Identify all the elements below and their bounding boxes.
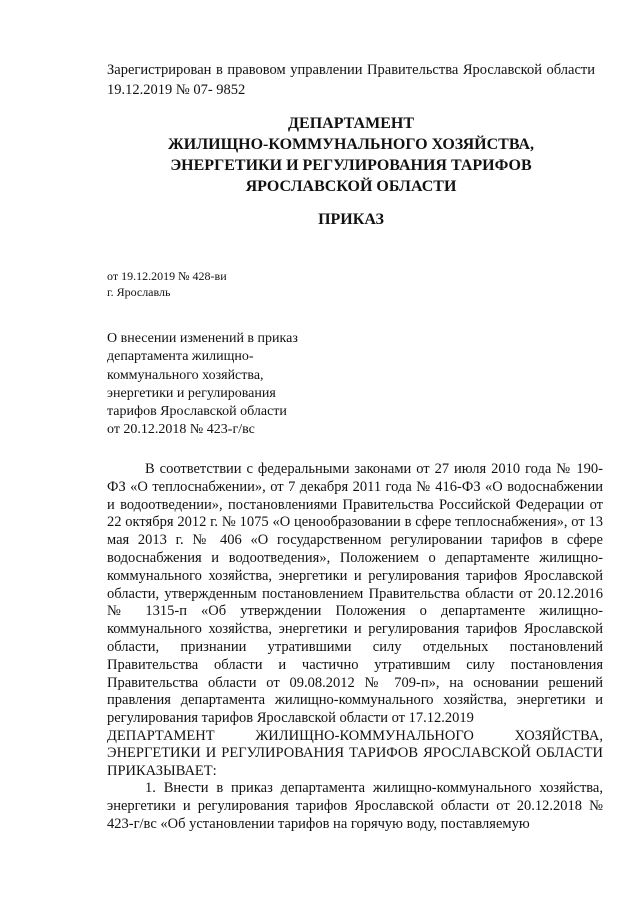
- department-title-line: ЯРОСЛАВСКОЙ ОБЛАСТИ: [245, 178, 457, 195]
- order-title: ПРИКАЗ: [318, 211, 384, 228]
- subject-line: О внесении изменений в приказ: [107, 331, 298, 346]
- order-body: [107, 461, 603, 834]
- department-title-line: ЭНЕРГЕТИКИ И РЕГУЛИРОВАНИЯ ТАРИФОВ: [170, 157, 532, 174]
- subject-line: энергетики и регулирования: [107, 385, 276, 401]
- order-date-number: от 19.12.2019 № 428-ви: [107, 269, 227, 283]
- item-1-paragraph: 1. Внести в приказ департамента жилищно-коммунального хозяйства, энергетики и регулирования тарифов Ярославской области от 20.12.2018 № 423-г/вс «Об установлении тарифов на горячую воду, поставляемую: [107, 780, 603, 833]
- department-title: [107, 113, 595, 197]
- subject-line: коммунального хозяйства,: [107, 367, 264, 383]
- order-subject: [107, 330, 317, 440]
- subject-line: департамента жилищно-: [107, 349, 254, 365]
- registration-note: Зарегистрирован в правовом управлении Правительства Ярославской области 19.12.2019 № 07- 9852: [107, 62, 595, 98]
- decree-paragraph: ДЕПАРТАМЕНТ ЖИЛИЩНО-КОММУНАЛЬНОГО ХОЗЯЙСТВА, ЭНЕРГЕТИКИ И РЕГУЛИРОВАНИЯ ТАРИФОВ ЯРОСЛАВСКОЙ ОБЛАСТИ ПРИКАЗЫВАЕТ:: [107, 727, 603, 779]
- department-title-line: ЖИЛИЩНО-КОММУНАЛЬНОГО ХОЗЯЙСТВА,: [167, 136, 535, 153]
- order-meta: [107, 268, 227, 300]
- preamble-paragraph: В соответствии с федеральными законами от 27 июля 2010 года № 190-ФЗ «О теплоснабжении», от 7 декабря 2011 года № 416-ФЗ «О водоснабжении и водоотведении», постановлениями Правительства Российской Федерации от 22 октября 2012 г. № 1075 «О ценообразовании в сфере теплоснабжения», от 13 мая 2013 г. № 406 «О государственном регулировании тарифов в сфере водоснабжения и водоотведения», Положением о департаменте жилищно-коммунального хозяйства, энергетики и регулирования тарифов Ярославской области, утвержденным постановлением Правительства области от 20.12.2016 № 1315-п «Об утверждении Положения о департаменте жилищно-коммунального хозяйства, энергетики и регулирования тарифов Ярославской области, признании утратившими силу отдельных постановлений Правительства области и частично утратившим силу постановления Правительства области от 09.08.2012 № 709-п», на основании решений правления департамента жилищно-коммунального хозяйства, энергетики и регулирования тарифов Ярославской области от 17.12.2019: [107, 461, 603, 727]
- subject-line: от 20.12.2018 № 423-г/вс: [107, 422, 255, 438]
- subject-line: тарифов Ярославской области: [107, 404, 287, 420]
- order-city: г. Ярославль: [107, 285, 171, 299]
- department-title-line: ДЕПАРТАМЕНТ: [288, 115, 414, 132]
